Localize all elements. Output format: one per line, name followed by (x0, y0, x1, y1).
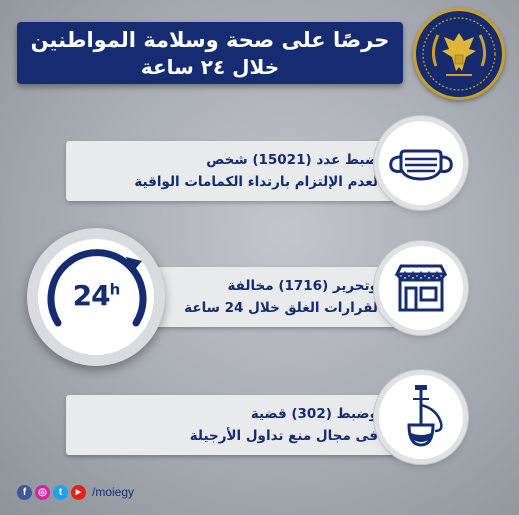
info-line-1: ضبط عدد (15021) شخص (206, 152, 378, 168)
info-bar-masks (66, 141, 400, 201)
hookah-circle (379, 375, 463, 459)
info-line-2: فى مجال منع تداول الأرجيلة (189, 428, 378, 444)
youtube-icon[interactable]: ▶ (71, 485, 86, 500)
clock-label (38, 279, 154, 312)
face-mask-icon (379, 121, 463, 205)
info-text (134, 149, 378, 193)
shop-icon (379, 246, 463, 330)
facebook-icon[interactable]: f (17, 485, 32, 500)
info-text (190, 403, 378, 447)
info-line-2: لقرارات الغلق خلال 24 ساعة (184, 300, 378, 316)
social-footer (17, 483, 134, 501)
clock-number: 24 (72, 279, 110, 312)
info-line-2: لعدم الإلتزام بارتداء الكمامات الواقية (134, 174, 378, 190)
info-line-1: وتحرير (1716) مخالفة (227, 278, 378, 294)
mask-circle (379, 121, 463, 205)
shop-circle (379, 246, 463, 330)
social-handle[interactable]: /moiegy (92, 485, 135, 499)
info-line-1: وضبط (302) قضية (250, 406, 378, 422)
title-line-2: خلال ٢٤ ساعة (140, 55, 280, 79)
clock-face (38, 239, 154, 355)
twitter-icon[interactable]: t (53, 485, 68, 500)
eagle-emblem-icon (416, 11, 502, 97)
instagram-icon[interactable]: ◎ (35, 485, 50, 500)
info-text (184, 275, 378, 319)
info-bar-hookah (66, 395, 400, 455)
clock-unit: h (109, 280, 120, 299)
clock-badge (27, 228, 165, 366)
ministry-emblem-logo (413, 8, 505, 100)
title-line-1: حرصًا على صحة وسلامة المواطنين (30, 28, 390, 52)
title-banner (17, 22, 403, 84)
hookah-icon (379, 375, 463, 459)
